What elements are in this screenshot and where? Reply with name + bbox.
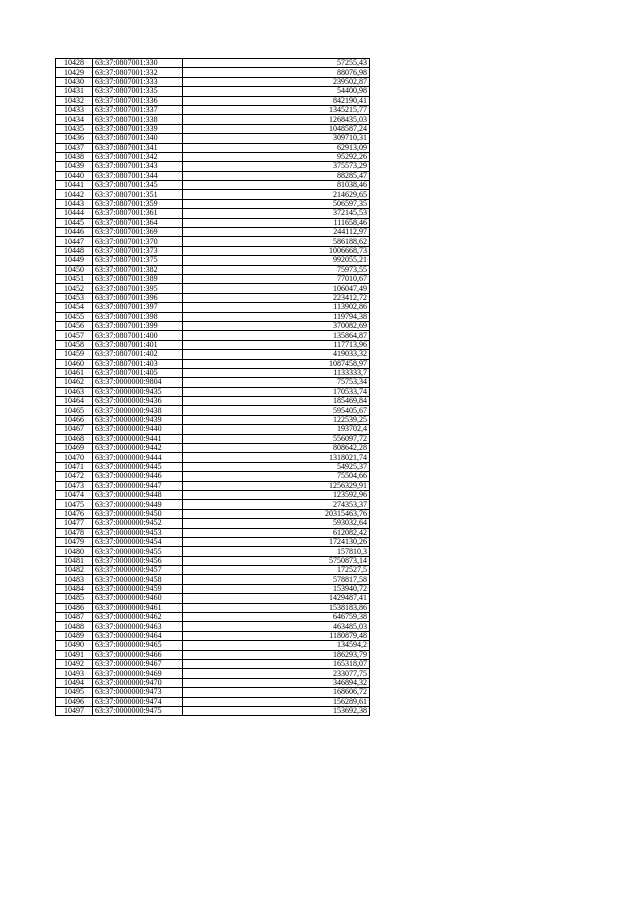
row-number-cell: 10486	[56, 603, 93, 612]
row-number-cell: 10482	[56, 566, 93, 575]
row-number-cell: 10438	[56, 152, 93, 161]
cadastral-number-cell: 63:37:0807001:382	[93, 265, 183, 274]
table-row	[56, 378, 370, 387]
cadastral-value-cell: 54400,98	[183, 87, 370, 96]
table-row	[56, 274, 370, 283]
row-number-cell: 10467	[56, 425, 93, 434]
cadastral-number-cell: 63:37:0000000:9438	[93, 406, 183, 415]
row-number-cell: 10439	[56, 162, 93, 171]
cadastral-value-cell: 1256329,91	[183, 481, 370, 490]
cadastral-number-cell: 63:37:0807001:345	[93, 181, 183, 190]
row-number-cell: 10435	[56, 124, 93, 133]
table-row	[56, 321, 370, 330]
table-row	[56, 706, 370, 715]
cadastral-number-cell: 63:37:0807001:400	[93, 331, 183, 340]
cadastral-value-cell: 375573,29	[183, 162, 370, 171]
table-row	[56, 228, 370, 237]
cadastral-value-cell: 75504,66	[183, 472, 370, 481]
cadastral-value-cell: 612082,42	[183, 528, 370, 537]
cadastral-number-cell: 63:37:0807001:332	[93, 68, 183, 77]
table-row	[56, 77, 370, 86]
table-row	[56, 350, 370, 359]
row-number-cell: 10443	[56, 199, 93, 208]
cadastral-number-cell: 63:37:0807001:375	[93, 256, 183, 265]
row-number-cell: 10485	[56, 594, 93, 603]
row-number-cell: 10494	[56, 678, 93, 687]
row-number-cell: 10495	[56, 688, 93, 697]
row-number-cell: 10490	[56, 641, 93, 650]
row-number-cell: 10429	[56, 68, 93, 77]
row-number-cell: 10444	[56, 209, 93, 218]
table-row	[56, 397, 370, 406]
row-number-cell: 10480	[56, 547, 93, 556]
cadastral-value-cell: 134594,2	[183, 641, 370, 650]
cadastral-value-cell: 123592,96	[183, 490, 370, 499]
cadastral-value-cell: 1429487,41	[183, 594, 370, 603]
row-number-cell: 10434	[56, 115, 93, 124]
cadastral-value-cell: 117713,96	[183, 340, 370, 349]
cadastral-number-cell: 63:37:0000000:9460	[93, 594, 183, 603]
table-row	[56, 584, 370, 593]
cadastral-value-cell: 20315463,76	[183, 509, 370, 518]
table-row	[56, 688, 370, 697]
row-number-cell: 10475	[56, 500, 93, 509]
table-row	[56, 115, 370, 124]
cadastral-value-cell: 1048587,24	[183, 124, 370, 133]
table-row	[56, 199, 370, 208]
row-number-cell: 10497	[56, 706, 93, 715]
cadastral-number-cell: 63:37:0000000:9448	[93, 490, 183, 499]
row-number-cell: 10483	[56, 575, 93, 584]
table-row	[56, 406, 370, 415]
table-row	[56, 678, 370, 687]
cadastral-number-cell: 63:37:0807001:330	[93, 59, 183, 68]
cadastral-value-cell: 172527,5	[183, 566, 370, 575]
row-number-cell: 10479	[56, 537, 93, 546]
row-number-cell: 10448	[56, 246, 93, 255]
table-row	[56, 500, 370, 509]
cadastral-value-cell: 88285,47	[183, 171, 370, 180]
cadastral-number-cell: 63:37:0807001:389	[93, 274, 183, 283]
row-number-cell: 10472	[56, 472, 93, 481]
row-number-cell: 10454	[56, 303, 93, 312]
table-row	[56, 603, 370, 612]
row-number-cell: 10473	[56, 481, 93, 490]
cadastral-number-cell: 63:37:0000000:9464	[93, 631, 183, 640]
cadastral-number-cell: 63:37:0000000:9445	[93, 462, 183, 471]
cadastral-number-cell: 63:37:0807001:364	[93, 218, 183, 227]
cadastral-value-cell: 274353,37	[183, 500, 370, 509]
row-number-cell: 10437	[56, 143, 93, 152]
cadastral-number-cell: 63:37:0000000:9453	[93, 528, 183, 537]
cadastral-value-cell: 156289,61	[183, 697, 370, 706]
table-row	[56, 171, 370, 180]
table-row	[56, 697, 370, 706]
row-number-cell: 10466	[56, 415, 93, 424]
cadastral-value-cell: 153940,72	[183, 584, 370, 593]
cadastral-value-cell: 239502,87	[183, 77, 370, 86]
table-row	[56, 547, 370, 556]
row-number-cell: 10474	[56, 490, 93, 499]
cadastral-value-cell: 57255,43	[183, 59, 370, 68]
row-number-cell: 10436	[56, 134, 93, 143]
cadastral-number-cell: 63:37:0000000:9804	[93, 378, 183, 387]
cadastral-value-cell: 135864,87	[183, 331, 370, 340]
row-number-cell: 10449	[56, 256, 93, 265]
table-row	[56, 96, 370, 105]
table-row	[56, 537, 370, 546]
row-number-cell: 10452	[56, 284, 93, 293]
cadastral-value-cell: 1538183,86	[183, 603, 370, 612]
cadastral-number-cell: 63:37:0000000:9449	[93, 500, 183, 509]
cadastral-number-cell: 63:37:0807001:342	[93, 152, 183, 161]
table-row	[56, 68, 370, 77]
cadastral-number-cell: 63:37:0000000:9465	[93, 641, 183, 650]
row-number-cell: 10446	[56, 228, 93, 237]
table-row	[56, 237, 370, 246]
row-number-cell: 10453	[56, 293, 93, 302]
row-number-cell: 10456	[56, 321, 93, 330]
table-row	[56, 509, 370, 518]
cadastral-number-cell: 63:37:0000000:9459	[93, 584, 183, 593]
row-number-cell: 10478	[56, 528, 93, 537]
cadastral-number-cell: 63:37:0807001:337	[93, 105, 183, 114]
table-row	[56, 359, 370, 368]
table-row	[56, 190, 370, 199]
row-number-cell: 10432	[56, 96, 93, 105]
row-number-cell: 10464	[56, 397, 93, 406]
cadastral-value-cell: 54925,37	[183, 462, 370, 471]
cadastral-number-cell: 63:37:0807001:399	[93, 321, 183, 330]
table-row	[56, 481, 370, 490]
cadastral-number-cell: 63:37:0807001:333	[93, 77, 183, 86]
cadastral-value-cell: 646759,38	[183, 613, 370, 622]
table-row	[56, 453, 370, 462]
table-row	[56, 331, 370, 340]
cadastral-number-cell: 63:37:0807001:336	[93, 96, 183, 105]
cadastral-number-cell: 63:37:0000000:9436	[93, 397, 183, 406]
cadastral-number-cell: 63:37:0000000:9473	[93, 688, 183, 697]
row-number-cell: 10442	[56, 190, 93, 199]
row-number-cell: 10462	[56, 378, 93, 387]
table-row	[56, 631, 370, 640]
cadastral-number-cell: 63:37:0000000:9444	[93, 453, 183, 462]
cadastral-value-cell: 75753,34	[183, 378, 370, 387]
cadastral-number-cell: 63:37:0807001:397	[93, 303, 183, 312]
cadastral-value-cell: 1345215,77	[183, 105, 370, 114]
cadastral-number-cell: 63:37:0000000:9439	[93, 415, 183, 424]
cadastral-number-cell: 63:37:0000000:9456	[93, 556, 183, 565]
cadastral-value-cell: 233077,75	[183, 669, 370, 678]
row-number-cell: 10447	[56, 237, 93, 246]
cadastral-value-cell: 165318,07	[183, 660, 370, 669]
cadastral-value-cell: 95292,26	[183, 152, 370, 161]
table-row	[56, 152, 370, 161]
cadastral-number-cell: 63:37:0000000:9446	[93, 472, 183, 481]
cadastral-number-cell: 63:37:0807001:395	[93, 284, 183, 293]
cadastral-number-cell: 63:37:0000000:9452	[93, 519, 183, 528]
cadastral-value-cell: 1133333,7	[183, 368, 370, 377]
table-row	[56, 246, 370, 255]
cadastral-value-cell: 463485,03	[183, 622, 370, 631]
cadastral-number-cell: 63:37:0807001:398	[93, 312, 183, 321]
cadastral-value-cell: 593032,64	[183, 519, 370, 528]
cadastral-number-cell: 63:37:0807001:370	[93, 237, 183, 246]
table-row	[56, 519, 370, 528]
cadastral-value-cell: 122539,25	[183, 415, 370, 424]
row-number-cell: 10481	[56, 556, 93, 565]
cadastral-number-cell: 63:37:0000000:9467	[93, 660, 183, 669]
table-row	[56, 134, 370, 143]
cadastral-value-cell: 186293,79	[183, 650, 370, 659]
cadastral-value-cell: 106047,49	[183, 284, 370, 293]
cadastral-number-cell: 63:37:0807001:338	[93, 115, 183, 124]
row-number-cell: 10445	[56, 218, 93, 227]
cadastral-value-cell: 77010,67	[183, 274, 370, 283]
cadastral-number-cell: 63:37:0000000:9455	[93, 547, 183, 556]
table-row	[56, 613, 370, 622]
row-number-cell: 10469	[56, 444, 93, 453]
cadastral-value-cell: 992055,21	[183, 256, 370, 265]
cadastral-value-cell: 244112,97	[183, 228, 370, 237]
cadastral-value-cell: 75973,55	[183, 265, 370, 274]
table-row	[56, 556, 370, 565]
table-row	[56, 566, 370, 575]
cadastral-value-cell: 168606,72	[183, 688, 370, 697]
cadastral-number-cell: 63:37:0807001:335	[93, 87, 183, 96]
cadastral-value-cell: 1180879,48	[183, 631, 370, 640]
row-number-cell: 10487	[56, 613, 93, 622]
cadastral-value-cell: 1268435,03	[183, 115, 370, 124]
cadastral-number-cell: 63:37:0807001:341	[93, 143, 183, 152]
cadastral-value-table	[55, 58, 370, 716]
cadastral-value-cell: 1087458,97	[183, 359, 370, 368]
row-number-cell: 10496	[56, 697, 93, 706]
table-row	[56, 641, 370, 650]
row-number-cell: 10463	[56, 387, 93, 396]
table-row	[56, 462, 370, 471]
row-number-cell: 10484	[56, 584, 93, 593]
cadastral-number-cell: 63:37:0000000:9470	[93, 678, 183, 687]
cadastral-value-cell: 372145,53	[183, 209, 370, 218]
cadastral-value-cell: 1006668,73	[183, 246, 370, 255]
row-number-cell: 10455	[56, 312, 93, 321]
row-number-cell: 10457	[56, 331, 93, 340]
table-row	[56, 265, 370, 274]
cadastral-number-cell: 63:37:0000000:9463	[93, 622, 183, 631]
table-row	[56, 209, 370, 218]
cadastral-value-cell: 5750873,14	[183, 556, 370, 565]
cadastral-value-cell: 1318021,74	[183, 453, 370, 462]
cadastral-value-cell: 808642,28	[183, 444, 370, 453]
row-number-cell: 10461	[56, 368, 93, 377]
cadastral-number-cell: 63:37:0807001:340	[93, 134, 183, 143]
cadastral-value-cell: 185469,84	[183, 397, 370, 406]
row-number-cell: 10492	[56, 660, 93, 669]
row-number-cell: 10493	[56, 669, 93, 678]
table-row	[56, 340, 370, 349]
cadastral-number-cell: 63:37:0000000:9447	[93, 481, 183, 490]
row-number-cell: 10430	[56, 77, 93, 86]
cadastral-number-cell: 63:37:0807001:405	[93, 368, 183, 377]
cadastral-number-cell: 63:37:0000000:9461	[93, 603, 183, 612]
cadastral-number-cell: 63:37:0000000:9457	[93, 566, 183, 575]
table-row	[56, 434, 370, 443]
cadastral-number-cell: 63:37:0807001:351	[93, 190, 183, 199]
row-number-cell: 10459	[56, 350, 93, 359]
cadastral-value-cell: 153692,38	[183, 706, 370, 715]
table-row	[56, 575, 370, 584]
cadastral-number-cell: 63:37:0807001:403	[93, 359, 183, 368]
cadastral-number-cell: 63:37:0000000:9440	[93, 425, 183, 434]
cadastral-value-cell: 193702,4	[183, 425, 370, 434]
cadastral-number-cell: 63:37:0000000:9458	[93, 575, 183, 584]
cadastral-number-cell: 63:37:0807001:396	[93, 293, 183, 302]
cadastral-value-cell: 111658,46	[183, 218, 370, 227]
cadastral-value-cell: 309710,31	[183, 134, 370, 143]
table-row	[56, 105, 370, 114]
cadastral-number-cell: 63:37:0000000:9435	[93, 387, 183, 396]
table-row	[56, 594, 370, 603]
cadastral-value-cell: 556097,72	[183, 434, 370, 443]
table-row	[56, 490, 370, 499]
cadastral-value-cell: 586188,62	[183, 237, 370, 246]
row-number-cell: 10477	[56, 519, 93, 528]
row-number-cell: 10489	[56, 631, 93, 640]
cadastral-value-cell: 119794,38	[183, 312, 370, 321]
cadastral-value-cell: 419033,32	[183, 350, 370, 359]
cadastral-number-cell: 63:37:0807001:361	[93, 209, 183, 218]
cadastral-value-cell: 170533,74	[183, 387, 370, 396]
cadastral-number-cell: 63:37:0807001:402	[93, 350, 183, 359]
table-row	[56, 387, 370, 396]
row-number-cell: 10471	[56, 462, 93, 471]
cadastral-number-cell: 63:37:0000000:9462	[93, 613, 183, 622]
cadastral-number-cell: 63:37:0000000:9454	[93, 537, 183, 546]
cadastral-number-cell: 63:37:0807001:344	[93, 171, 183, 180]
cadastral-value-cell: 842190,41	[183, 96, 370, 105]
table-row	[56, 59, 370, 68]
row-number-cell: 10450	[56, 265, 93, 274]
table-row	[56, 650, 370, 659]
cadastral-value-cell: 113902,86	[183, 303, 370, 312]
table-row	[56, 425, 370, 434]
table-row	[56, 284, 370, 293]
cadastral-number-cell: 63:37:0000000:9474	[93, 697, 183, 706]
cadastral-value-cell: 81038,46	[183, 181, 370, 190]
cadastral-number-cell: 63:37:0000000:9450	[93, 509, 183, 518]
cadastral-number-cell: 63:37:0807001:369	[93, 228, 183, 237]
cadastral-number-cell: 63:37:0807001:359	[93, 199, 183, 208]
table-row	[56, 368, 370, 377]
row-number-cell: 10451	[56, 274, 93, 283]
row-number-cell: 10433	[56, 105, 93, 114]
row-number-cell: 10491	[56, 650, 93, 659]
table-row	[56, 312, 370, 321]
table-row	[56, 87, 370, 96]
row-number-cell: 10428	[56, 59, 93, 68]
row-number-cell: 10460	[56, 359, 93, 368]
row-number-cell: 10465	[56, 406, 93, 415]
table-body	[56, 59, 370, 716]
cadastral-number-cell: 63:37:0000000:9466	[93, 650, 183, 659]
cadastral-number-cell: 63:37:0000000:9475	[93, 706, 183, 715]
table-row	[56, 528, 370, 537]
table-row	[56, 415, 370, 424]
table-row	[56, 181, 370, 190]
table-row	[56, 143, 370, 152]
table-row	[56, 622, 370, 631]
cadastral-number-cell: 63:37:0000000:9469	[93, 669, 183, 678]
table-row	[56, 218, 370, 227]
row-number-cell: 10488	[56, 622, 93, 631]
cadastral-number-cell: 63:37:0807001:343	[93, 162, 183, 171]
row-number-cell: 10441	[56, 181, 93, 190]
row-number-cell: 10470	[56, 453, 93, 462]
cadastral-value-cell: 88076,98	[183, 68, 370, 77]
table-row	[56, 162, 370, 171]
cadastral-value-cell: 157810,3	[183, 547, 370, 556]
table-row	[56, 293, 370, 302]
row-number-cell: 10458	[56, 340, 93, 349]
row-number-cell: 10440	[56, 171, 93, 180]
cadastral-value-cell: 346894,32	[183, 678, 370, 687]
table-row	[56, 256, 370, 265]
cadastral-value-cell: 62913,09	[183, 143, 370, 152]
cadastral-value-cell: 214629,65	[183, 190, 370, 199]
cadastral-number-cell: 63:37:0000000:9441	[93, 434, 183, 443]
row-number-cell: 10476	[56, 509, 93, 518]
cadastral-value-cell: 506597,35	[183, 199, 370, 208]
row-number-cell: 10431	[56, 87, 93, 96]
table-row	[56, 472, 370, 481]
cadastral-number-cell: 63:37:0807001:339	[93, 124, 183, 133]
row-number-cell: 10468	[56, 434, 93, 443]
table-row	[56, 124, 370, 133]
table-row	[56, 303, 370, 312]
table-row	[56, 660, 370, 669]
cadastral-number-cell: 63:37:0807001:373	[93, 246, 183, 255]
cadastral-number-cell: 63:37:0807001:401	[93, 340, 183, 349]
table-row	[56, 444, 370, 453]
table-row	[56, 669, 370, 678]
cadastral-value-cell: 578817,58	[183, 575, 370, 584]
cadastral-value-cell: 223412,72	[183, 293, 370, 302]
cadastral-value-cell: 1724130,26	[183, 537, 370, 546]
cadastral-value-cell: 595405,67	[183, 406, 370, 415]
cadastral-value-cell: 370082,69	[183, 321, 370, 330]
cadastral-number-cell: 63:37:0000000:9442	[93, 444, 183, 453]
